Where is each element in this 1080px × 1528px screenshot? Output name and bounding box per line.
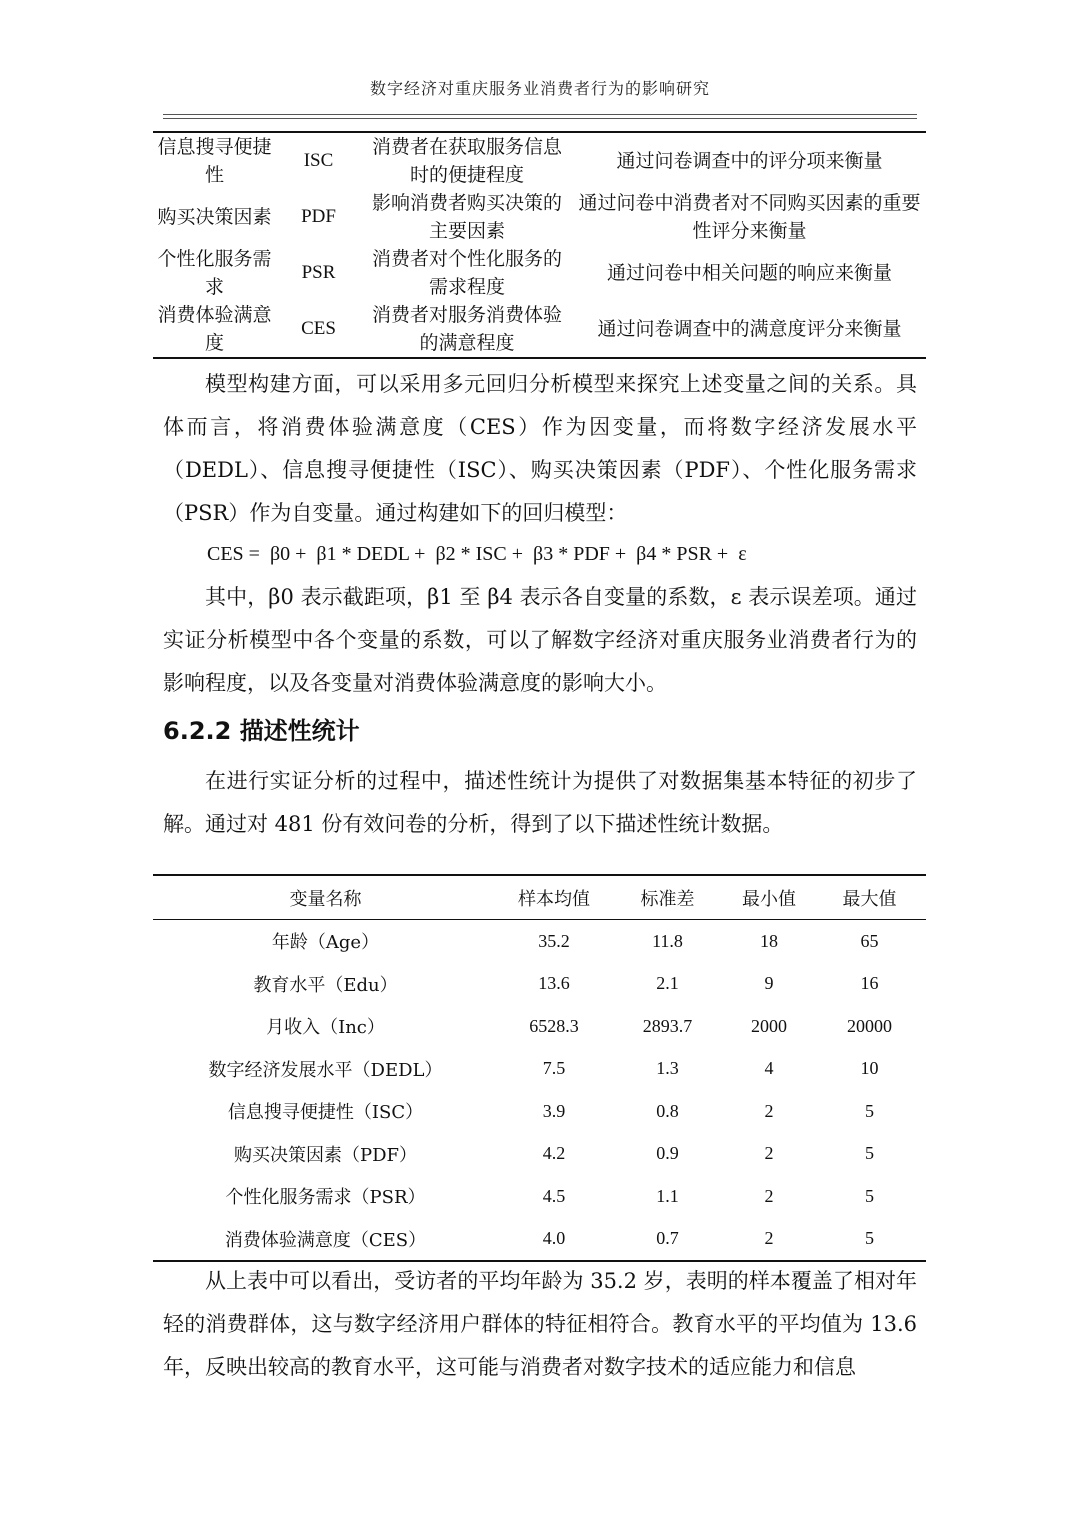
variable-measurement: 通过问卷调查中的评分项来衡量 <box>573 132 926 189</box>
cell-mean: 7.5 <box>542 1058 566 1079</box>
cell-max: 65 <box>860 930 879 951</box>
cell-mean: 3.9 <box>542 1100 566 1121</box>
variable-measurement: 通过问卷中消费者对不同购买因素的重要性评分来衡量 <box>578 192 921 242</box>
table-row <box>153 1048 926 1091</box>
cell-min: 2000 <box>751 1015 787 1036</box>
paragraph-model: 模型构建方面，可以采用多元回归分析模型来探究上述变量之间的关系。具体而言，将消费体验满意度（CES）作为因变量，而将数字经济发展水平（DEDL）、信息搜寻便捷性（ISC）、购买决策因素（PDF）、个性化服务需求（PSR）作为自变量。通过构建如下的回归模型： <box>163 372 917 525</box>
variable-definition-table <box>153 131 926 359</box>
cell-mean: 4.2 <box>542 1143 566 1164</box>
paragraph-conclusion: 从上表中可以看出，受访者的平均年龄为 35.2 岁，表明的样本覆盖了相对年轻的消费群体，这与数字经济用户群体的特征相符合。教育水平的平均值为 13.6 年，反映出较高的教育水平，这可能与消费者对数字技术的适应能力和信息 <box>163 1269 917 1379</box>
descriptive-stats-table <box>153 874 926 1262</box>
table-row <box>153 920 926 963</box>
cell-sd: 1.3 <box>656 1058 679 1079</box>
paragraph-stats-intro: 在进行实证分析的过程中，描述性统计为提供了对数据集基本特征的初步了解。通过对 481 份有效问卷的分析，得到了以下描述性统计数据。 <box>163 769 917 836</box>
table-header-row <box>153 875 926 920</box>
column-header: 最大值 <box>813 875 926 920</box>
variable-definition: 消费者对服务消费体验的满意程度 <box>361 301 573 358</box>
cell-min: 4 <box>764 1058 774 1079</box>
cell-min: 2 <box>725 1218 813 1262</box>
table-row <box>153 1090 926 1133</box>
cell-sd: 2.1 <box>656 973 679 994</box>
column-header: 标准差 <box>610 875 725 920</box>
table-row <box>153 963 926 1006</box>
table-row <box>153 1218 926 1262</box>
variable-abbr: PDF <box>301 206 336 227</box>
cell-name: 个性化服务需求（PSR） <box>225 1187 426 1209</box>
variable-abbr: CES <box>276 301 361 358</box>
table-row <box>153 1005 926 1048</box>
table-row <box>153 189 926 245</box>
column-header: 变量名称 <box>153 875 498 920</box>
cell-sd: 0.7 <box>610 1218 725 1262</box>
variable-abbr: PSR <box>301 262 336 283</box>
variable-definition: 影响消费者购买决策的主要因素 <box>371 192 562 242</box>
section-title: 6.2.2 描述性统计 <box>163 717 360 745</box>
header-rule-bottom <box>163 118 917 119</box>
column-header: 样本均值 <box>498 875 610 920</box>
variable-definition: 消费者对个性化服务的需求程度 <box>371 248 562 298</box>
cell-mean: 6528.3 <box>529 1015 579 1036</box>
paragraph-explain: 其中，β0 表示截距项，β1 至 β4 表示各自变量的系数，ε 表示误差项。通过实证分析模型中各个变量的系数，可以了解数字经济对重庆服务业消费者行为的影响程度，以及各变量对消费体验满意度的影响大小。 <box>163 585 917 695</box>
cell-min: 2 <box>764 1143 774 1164</box>
cell-max: 5 <box>865 1143 874 1164</box>
cell-max: 5 <box>865 1100 874 1121</box>
variable-name: 信息搜寻便捷性 <box>153 132 276 189</box>
variable-abbr: ISC <box>276 132 361 189</box>
cell-sd: 0.9 <box>656 1143 679 1164</box>
table-row <box>153 1175 926 1218</box>
cell-mean: 4.5 <box>542 1185 566 1206</box>
cell-max: 10 <box>860 1058 879 1079</box>
cell-sd: 11.8 <box>652 930 683 951</box>
cell-min: 2 <box>764 1100 774 1121</box>
cell-mean: 4.0 <box>498 1218 610 1262</box>
cell-name: 教育水平（Edu） <box>253 974 398 996</box>
cell-name: 年龄（Age） <box>271 932 380 954</box>
cell-sd: 2893.7 <box>642 1015 693 1036</box>
header-rule-top <box>163 114 917 115</box>
variable-name: 购买决策因素 <box>157 206 272 228</box>
variable-measurement: 通过问卷中相关问题的响应来衡量 <box>606 262 892 284</box>
cell-name: 购买决策因素（PDF） <box>233 1144 418 1166</box>
running-head: 数字经济对重庆服务业消费者行为的影响研究 <box>369 79 710 98</box>
variable-measurement: 通过问卷调查中的满意度评分来衡量 <box>573 301 926 358</box>
table-row <box>153 245 926 301</box>
cell-name: 信息搜寻便捷性（ISC） <box>227 1102 424 1124</box>
cell-min: 9 <box>764 973 774 994</box>
cell-name: 消费体验满意度（CES） <box>153 1218 498 1262</box>
cell-min: 2 <box>764 1185 774 1206</box>
cell-max: 5 <box>813 1218 926 1262</box>
variable-name: 个性化服务需求 <box>157 248 272 298</box>
column-header: 最小值 <box>725 875 813 920</box>
cell-sd: 0.8 <box>656 1100 679 1121</box>
variable-definition: 消费者在获取服务信息时的便捷程度 <box>361 132 573 189</box>
cell-mean: 13.6 <box>538 973 570 994</box>
regression-formula: CES = β0 + β1 * DEDL + β2 * ISC + β3 * PDF + β4 * PSR + ε <box>207 543 747 565</box>
table-row <box>153 301 926 358</box>
table-row <box>153 1133 926 1176</box>
cell-max: 16 <box>860 973 879 994</box>
cell-name: 月收入（Inc） <box>266 1017 385 1039</box>
cell-sd: 1.1 <box>656 1185 679 1206</box>
cell-max: 20000 <box>847 1015 892 1036</box>
cell-min: 18 <box>760 930 778 951</box>
cell-mean: 35.2 <box>538 930 570 951</box>
table-row <box>153 132 926 189</box>
cell-name: 数字经济发展水平（DEDL） <box>208 1059 443 1081</box>
cell-max: 5 <box>865 1185 874 1206</box>
variable-name: 消费体验满意度 <box>153 301 276 358</box>
